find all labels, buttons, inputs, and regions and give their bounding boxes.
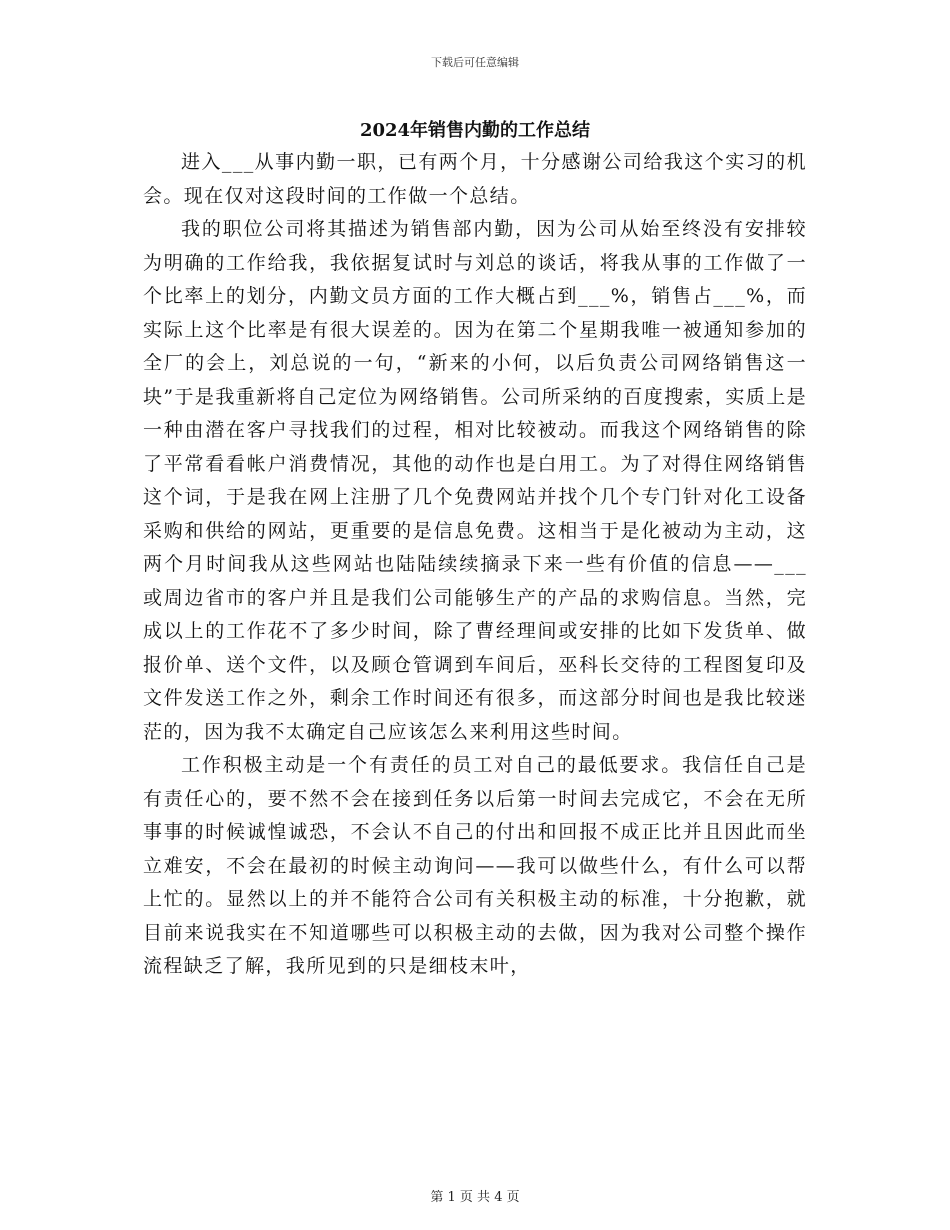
- document-title: 2024年销售内勤的工作总结: [359, 120, 591, 141]
- document-body: [143, 146, 807, 984]
- paragraph-1: 进入___从事内勤一职，已有两个月，十分感谢公司给我这个实习的机会。现在仅对这段时间的工作做一个总结。: [143, 151, 807, 207]
- header-note: 下载后可任意编辑: [431, 56, 519, 69]
- page-footer: 第 1 页 共 4 页: [430, 1190, 520, 1205]
- paragraph-2: 我的职位公司将其描述为销售部内勤，因为公司从始至终没有安排较为明确的工作给我，我依据复试时与刘总的谈话，将我从事的工作做了一个比率上的划分，内勤文员方面的工作大概占到___%，销售占___%，而实际上这个比率是有很大误差的。因为在第二个星期我唯一被通知参加的全厂的会上，刘总说的一句，“新来的小何，以后负责公司网络销售这一块”于是我重新将自己定位为网络销售。公司所采纳的百度搜索，实质上是一种由潜在客户寻找我们的过程，相对比较被动。而我这个网络销售的除了平常看看帐户消费情况，其他的动作也是白用工。为了对得住网络销售这个词，于是我在网上注册了几个免费网站并找个几个专门针对化工设备采购和供给的网站，更重要的是信息免费。这相当于是化被动为主动，这两个月时间我从这些网站也陆陆续续摘录下来一些有价值的信息——___或周边省市的客户并且是我们公司能够生产的产品的求购信息。当然，完成以上的工作花不了多少时间，除了曹经理间或安排的比如下发货单、做报价单、送个文件，以及顾仓管调到车间后，巫科长交待的工程图复印及文件发送工作之外，剩余工作时间还有很多，而这部分时间也是我比较迷茫的，因为我不太确定自己应该怎么来利用这些时间。: [143, 218, 807, 743]
- paragraph-3: 工作积极主动是一个有责任的员工对自己的最低要求。我信任自己是有责任心的，要不然不会在接到任务以后第一时间去完成它，不会在无所事事的时候诚惶诚恐，不会认不自己的付出和回报不成正比并且因此而坐立难安，不会在最初的时候主动询问——我可以做些什么，有什么可以帮上忙的。显然以上的并不能符合公司有关积极主动的标准，十分抱歉，就目前来说我实在不知道哪些可以积极主动的去做，因为我对公司整个操作流程缺乏了解，我所见到的只是细枝末叶，: [143, 754, 807, 977]
